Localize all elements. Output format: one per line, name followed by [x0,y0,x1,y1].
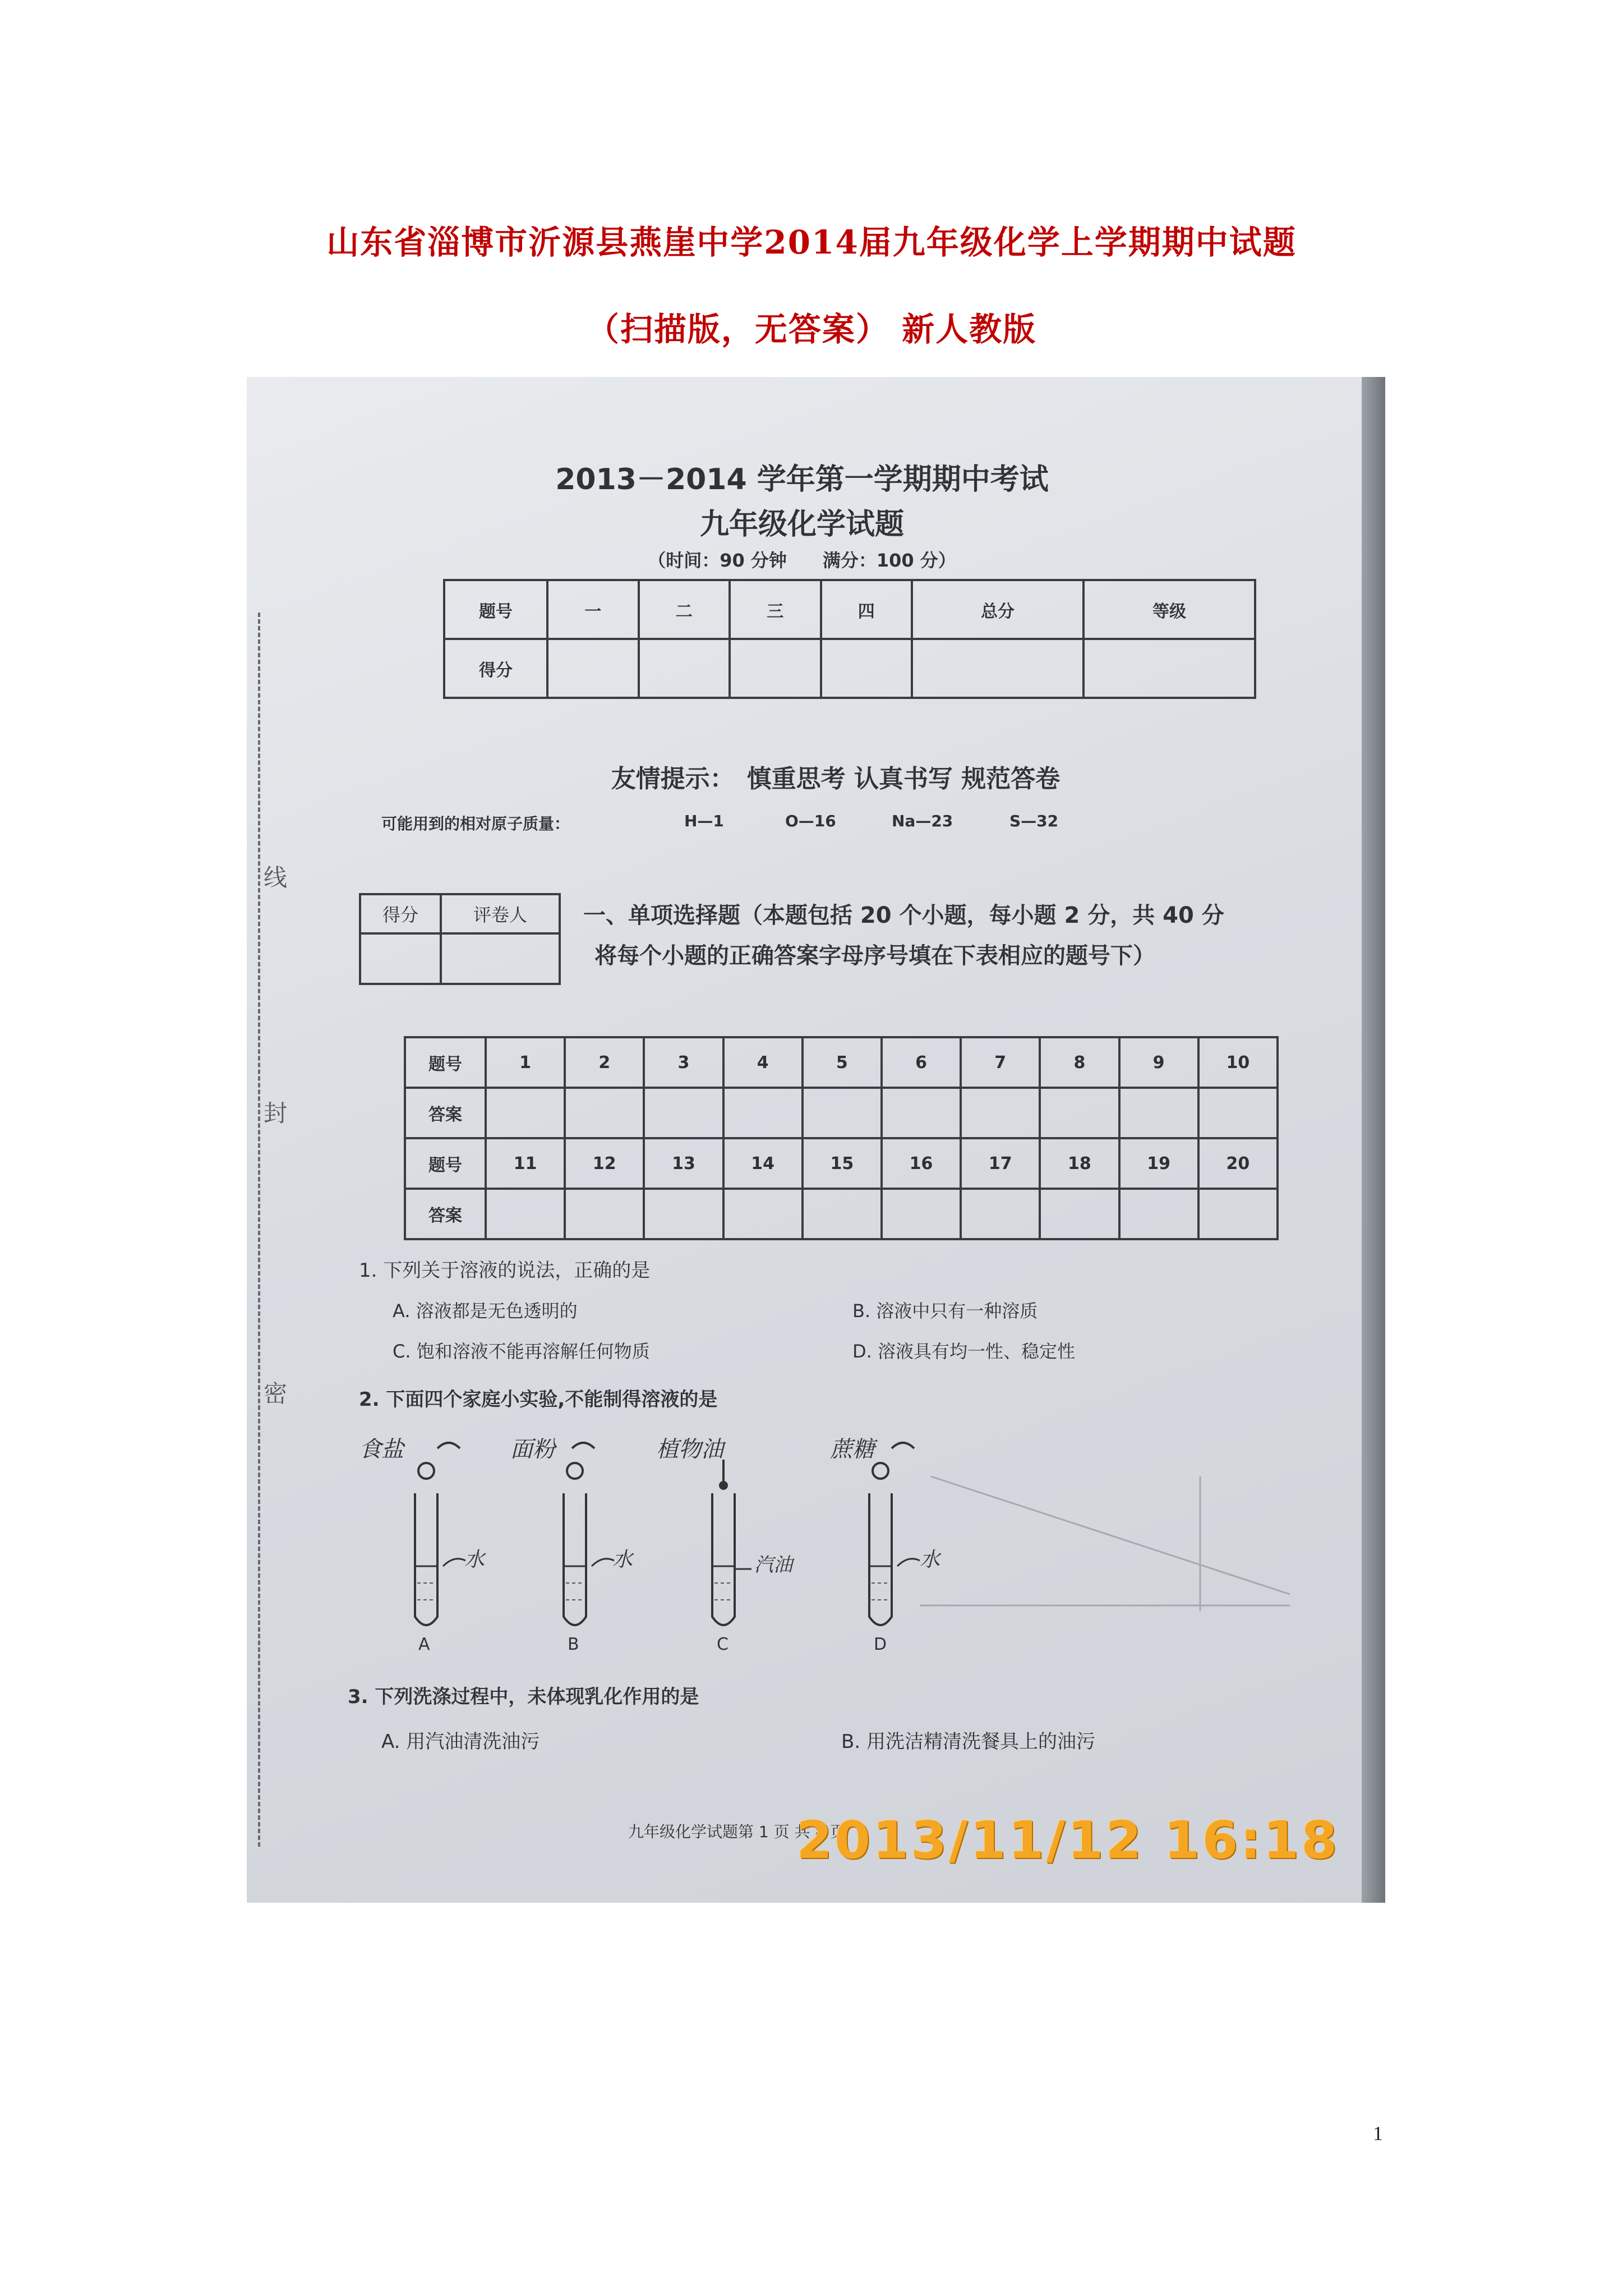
test-tube-c [639,1432,808,1656]
answer-cell [1119,1189,1198,1239]
answer-cell [1040,1189,1119,1239]
test-tube-b [510,1432,656,1656]
score-cell [821,639,912,698]
margin-char-mi: 密 [264,1380,288,1407]
test-tube-b-drawing [510,1432,656,1656]
answer-cell [644,1189,723,1239]
question-number-cell: 12 [565,1138,644,1189]
score-header-cell: 题号 [444,580,547,639]
atomic-mass-na: Na—23 [892,812,953,830]
grader-score-cell [360,933,441,984]
question-number-cell: 11 [486,1138,565,1189]
tube-d-liquid: 水 [920,1548,940,1571]
question-number-cell: 20 [1198,1138,1278,1189]
score-header-cell: 等级 [1083,580,1255,639]
question-1-option-d: D. 溶液具有均一性、稳定性 [852,1341,1075,1362]
tube-a-letter: A [418,1635,430,1654]
answer-cell [486,1189,565,1239]
answer-cell [644,1088,723,1138]
answer-cell [961,1088,1040,1138]
tube-c-substance: 植物油 [656,1437,723,1462]
answer-row-label: 题号 [405,1037,486,1088]
tip-text: 友情提示： 慎重思考 认真书写 规范答卷 [611,765,1061,793]
section1-instruction-line1: 一、单项选择题（本题包括 20 个小题，每小题 2 分，共 40 分 [583,903,1224,928]
answer-row-label: 题号 [405,1138,486,1189]
question-number-cell: 8 [1040,1037,1119,1088]
tube-c-letter: C [717,1635,728,1654]
answer-cell [565,1088,644,1138]
tube-a-substance: 食盐 [359,1437,404,1462]
scanned-exam-image [247,377,1385,1903]
score-header-cell: 一 [547,580,639,639]
question-number-cell: 13 [644,1138,723,1189]
score-cell [1083,639,1255,698]
question-number-cell: 18 [1040,1138,1119,1189]
score-header-cell: 三 [730,580,821,639]
question-1-option-c: C. 饱和溶液不能再溶解任何物质 [393,1341,650,1362]
question-3-option-a: A. 用汽油清洗油污 [381,1731,540,1753]
margin-char-feng: 封 [264,1099,288,1127]
tube-d-letter: D [874,1635,887,1654]
score-cell [547,639,639,698]
answer-table [404,1036,1279,1240]
margin-char-xian: 线 [264,864,288,891]
answer-cell [723,1088,803,1138]
binding-dashed-line [258,613,260,1847]
question-number-cell: 1 [486,1037,565,1088]
question-number-cell: 4 [723,1037,803,1088]
time-info: （时间：90 分钟 满分：100 分） [648,550,956,571]
tube-a-liquid: 水 [464,1548,485,1571]
answer-row-label: 答案 [405,1189,486,1239]
bleed-through-graph [909,1465,1301,1634]
question-number-cell: 15 [803,1138,882,1189]
question-number-cell: 7 [961,1037,1040,1088]
score-cell [730,639,821,698]
score-cell [912,639,1083,698]
question-number-cell: 10 [1198,1037,1278,1088]
grader-name-label: 评卷人 [441,894,560,933]
grader-score-label: 得分 [360,894,441,933]
tube-b-substance: 面粉 [510,1437,555,1462]
grader-box [359,893,561,985]
answer-cell [1119,1088,1198,1138]
atomic-mass-h: H—1 [684,812,724,830]
tube-c-liquid: 汽油 [754,1554,792,1576]
answer-cell [1198,1088,1278,1138]
document-title: 山东省淄博市沂源县燕崖中学2014届九年级化学上学期期中试题 [326,223,1297,261]
tube-b-letter: B [568,1635,579,1654]
question-1-stem: 1. 下列关于溶液的说法，正确的是 [359,1259,651,1282]
answer-cell [723,1189,803,1239]
answer-cell [1040,1088,1119,1138]
question-number-cell: 9 [1119,1037,1198,1088]
answer-cell [486,1088,565,1138]
answer-row-label: 答案 [405,1088,486,1138]
score-header-cell: 二 [639,580,730,639]
question-number-cell: 2 [565,1037,644,1088]
question-number-cell: 3 [644,1037,723,1088]
score-cell [639,639,730,698]
question-number-cell: 6 [882,1037,961,1088]
question-number-cell: 17 [961,1138,1040,1189]
question-3-option-b: B. 用洗洁精清洗餐具上的油污 [841,1731,1095,1753]
question-1-option-a: A. 溶液都是无色透明的 [393,1300,578,1322]
answer-cell [803,1189,882,1239]
answer-cell [1198,1189,1278,1239]
section1-instruction-line2: 将每个小题的正确答案字母序号填在下表相应的题号下） [594,943,1155,969]
answer-cell [565,1189,644,1239]
tube-d-substance: 蔗糖 [830,1437,875,1462]
camera-timestamp: 2013/11/12 16:18 [796,1810,1340,1870]
score-row-label: 得分 [444,639,547,698]
exam-page-footer: 九年级化学试题第 1 页 共 8 页 [628,1823,846,1841]
question-3-stem: 3. 下列洗涤过程中，未体现乳化作用的是 [348,1686,699,1708]
answer-cell [961,1189,1040,1239]
score-header-cell: 总分 [912,580,1083,639]
question-2-stem: 2. 下面四个家庭小实验,不能制得溶液的是 [359,1388,718,1411]
question-number-cell: 19 [1119,1138,1198,1189]
answer-cell [882,1088,961,1138]
answer-cell [803,1088,882,1138]
question-1-option-b: B. 溶液中只有一种溶质 [852,1300,1038,1322]
atomic-mass-s: S—32 [1009,812,1059,830]
score-header-cell: 四 [821,580,912,639]
tube-b-liquid: 水 [612,1548,633,1571]
score-table [443,579,1256,699]
question-number-cell: 5 [803,1037,882,1088]
atomic-mass-o: O—16 [785,812,836,830]
answer-cell [882,1189,961,1239]
document-subtitle: （扫描版，无答案） 新人教版 [586,310,1037,348]
page-number: 1 [1373,2122,1383,2145]
atomic-mass-label: 可能用到的相对原子质量： [381,815,570,833]
test-tube-c-drawing [639,1432,808,1656]
exam-title: 2013－2014 学年第一学期期中考试 [555,463,1049,496]
question-number-cell: 14 [723,1138,803,1189]
grader-name-cell [441,933,560,984]
question-number-cell: 16 [882,1138,961,1189]
test-tube-a [359,1432,505,1656]
subject-title: 九年级化学试题 [699,508,904,541]
